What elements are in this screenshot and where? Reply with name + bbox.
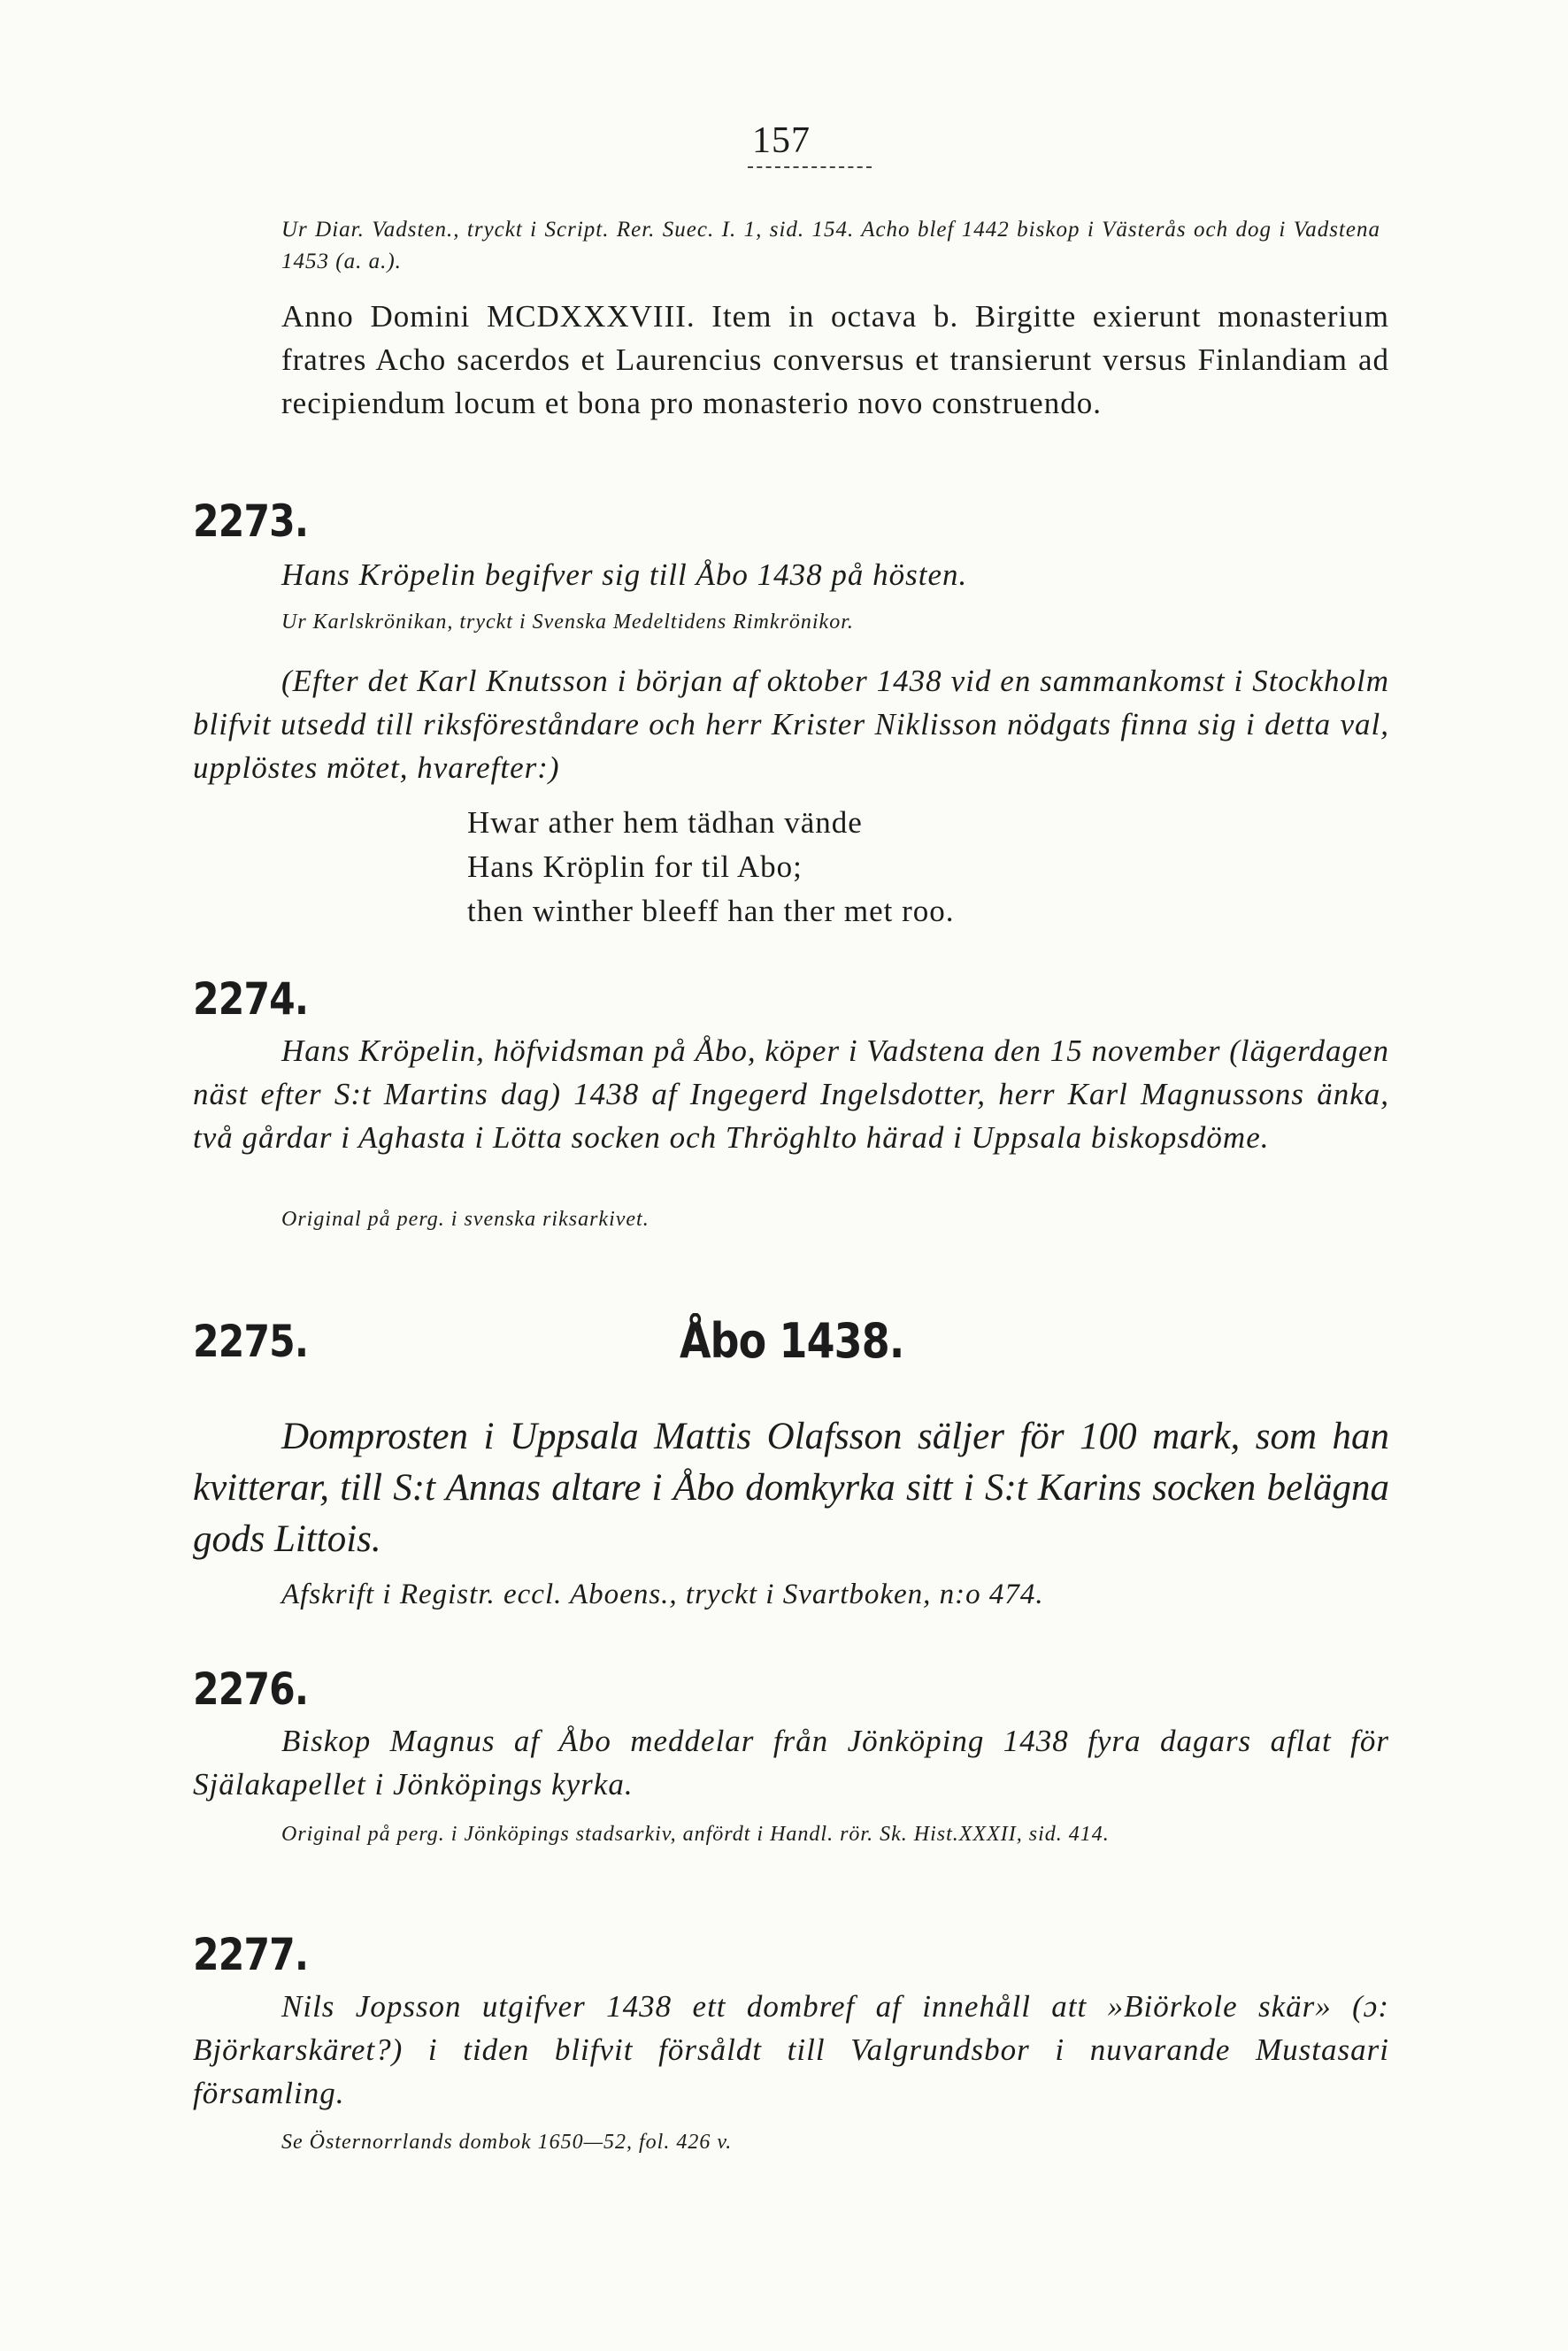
entry-number-2277: 2277. (193, 1929, 309, 1980)
page-number-rule (748, 166, 872, 168)
entry-2274-summary: Hans Kröpelin, höfvidsman på Åbo, köper i Vadstena den 15 november (lägerdagen näst efter S:t Martins dag) 1438 af Ingegerd Ingelsdotter, herr Karl Magnussons änka, två gårdar i Aghasta i Lötta socken och Thröghlto härad i Uppsala biskopsdöme. (193, 1033, 1389, 1155)
entry-2277-source: Se Östernorrlands dombok 1650—52, fol. 426 v. (281, 2131, 733, 2154)
verse-line: Hans Kröplin for til Abo; (467, 849, 803, 884)
entry-2273-summary: Hans Kröpelin begifver sig till Åbo 1438 på hösten. (281, 557, 968, 592)
entry-2276-source: Original på perg. i Jönköpings stadsarkiv, anfördt i Handl. rör. Sk. Hist.XXXII, sid. 414. (281, 1823, 1110, 1846)
entry-2273-source: Ur Karlskrönikan, tryckt i Svenska Medeltidens Rimkrönikor. (281, 611, 854, 634)
latin-passage: Anno Domini MCDXXXVIII. Item in octava b. Birgitte exierunt monasterium fratres Acho sacerdos et Laurencius conversus et transierunt versus Finlandiam ad recipiendum locum et bona pro monasterio novo construendo. (281, 299, 1389, 420)
entry-number-2275: 2275. (193, 1316, 309, 1367)
entry-2273-context: (Efter det Karl Knutsson i början af oktober 1438 vid en sammankomst i Stockholm blifvit utsedd till riksföreståndare och herr Krister Niklisson nödgats finna sig i detta val, upplöstes mötet, hvarefter:) (193, 664, 1389, 785)
entry-2275-source: Afskrift i Registr. eccl. Aboens., tryckt i Svartboken, n:o 474. (281, 1579, 1044, 1610)
entry-2275-summary: Domprosten i Uppsala Mattis Olafsson säljer för 100 mark, som han kvitterar, till S:t Annas altare i Åbo domkyrka sitt i S:t Karins socken belägna gods Littois. (193, 1416, 1389, 1560)
page-number: 157 (752, 120, 811, 161)
entry-number-2273: 2273. (193, 496, 309, 547)
entry-2275-place-date: Åbo 1438. (680, 1313, 904, 1369)
entry-2273-verse (467, 801, 954, 933)
entry-2277-summary: Nils Jopsson utgifver 1438 ett dombref af innehåll att »Biörkole skär» (ɔ: Björkarskäret?) i tiden blifvit försåldt till Valgrundsbor i nuvarande Mustasari församling. (193, 1989, 1389, 2110)
entry-number-2276: 2276. (193, 1663, 309, 1715)
entry-2276-summary: Biskop Magnus af Åbo meddelar från Jönköping 1438 fyra dagars aflat för Själakapellet i Jönköpings kyrka. (193, 1724, 1389, 1802)
verse-line: Hwar ather hem tädhan vände (467, 805, 863, 840)
entry-2274-source: Original på perg. i svenska riksarkivet. (281, 1208, 649, 1231)
verse-line: then winther bleeff han ther met roo. (467, 894, 955, 928)
entry-number-2274: 2274. (193, 973, 309, 1025)
top-source-note: Ur Diar. Vadsten., tryckt i Script. Rer. Suec. I. 1, sid. 154. Acho blef 1442 biskop i Västerås och dog i Vadstena 1453 (a. a.). (281, 218, 1380, 273)
